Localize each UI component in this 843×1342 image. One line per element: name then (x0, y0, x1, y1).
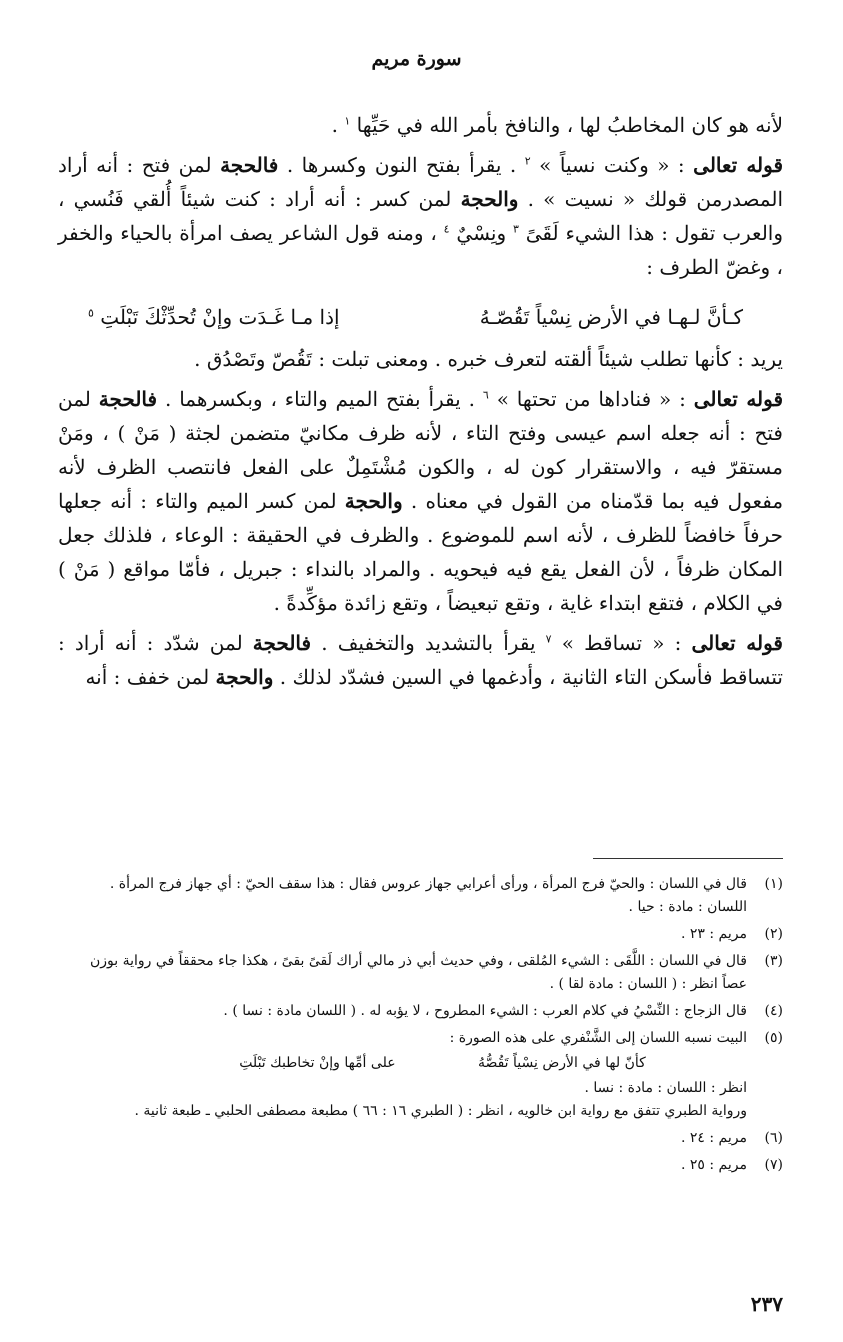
keyword-qawluhu: قوله تعالى (693, 153, 784, 177)
footnote-line: قال في اللسان : والحيّ فرج المرأة ، ورأى أعرابي جهاز عروس فقال : هذا سقف الحيّ : أي جهاز فرج المرأة . (109, 876, 747, 892)
paragraph-1-end: . (331, 113, 339, 137)
text-segment: ، ومنه قول الشاعر يصف امرأة بالحياء والخفر ، وغضّ الطرف : (58, 221, 783, 279)
paragraph-5 (58, 626, 783, 694)
footnote-line: مريم : ٢٤ . (680, 1130, 747, 1146)
text-segment: لمن كسر الميم والتاء : أنه جعلها حرفاً خافضاً للظرف ، لأنه اسم للموضوع . والظرف في الحقيقة : الوعاء ، فلذلك جعل المكان ظرفاً ، لأن الفعل يقع فيه فيحويه . والمراد بالنداء : جبريل ، فأمّا مواقع ( مَنْ ) في الكلام ، فتقع ابتداء غاية ، وتقع تبعيضاً ، وتقع زائدة مؤكِّدةً . (58, 489, 783, 615)
footnote-number: (٢) (764, 926, 783, 942)
footnote-line: اللسان : مادة : حيا . (628, 899, 747, 915)
footnote-5 (58, 1027, 783, 1123)
quran-quote: : « وكنت نسياً » (539, 153, 685, 177)
paragraph-4 (58, 382, 783, 620)
footnote-7 (58, 1154, 783, 1177)
footnote-number: (٦) (764, 1130, 783, 1146)
paragraph-2 (58, 148, 783, 284)
footnote-body (58, 1127, 747, 1150)
footnote-ref: ١ (344, 114, 351, 128)
page-header: سورة مريم (371, 48, 462, 70)
keyword-wal-hujja: والحجة (344, 489, 403, 513)
keyword-qawluhu: قوله تعالى (693, 387, 784, 411)
text-segment: يقرأ بالتشديد والتخفيف . (321, 631, 536, 655)
paragraph-1 (58, 108, 783, 142)
keyword-qawluhu: قوله تعالى (691, 631, 783, 655)
footnote-body (58, 873, 747, 919)
text-segment: . يقرأ بفتح النون وكسرها . (286, 153, 517, 177)
keyword-wal-hujja: والحجة (215, 665, 274, 689)
footnote-6 (58, 1127, 783, 1150)
footnote-4 (58, 1000, 783, 1023)
text-segment: لمن خفف : أنه (85, 665, 210, 689)
verse-first-hemistich: كأنّ لها في الأرض نِسْياً تَقُصُّهُ (477, 1055, 646, 1071)
text-segment: لمن شدّد : أنه أراد : تتساقط فأسكن التاء الثانية ، وأدغمها في السين فشدّد لذلك . (58, 631, 783, 689)
text-segment: لمن فتح : أنه جعله اسم عيسى وفتح التاء ، لأنه ظرف مكانيّ متضمن لجثة ( مَنْ ) ، ومَنْ مستقرّ فيه ، والاستقرار كون له ، والكون مُشْتَمِلٌ على الفعل فانتصب الظرف لأنه مفعول فيه بما قدّمناه من القول في معناه . (58, 387, 784, 513)
page-number: ٢٣٧ (750, 1292, 783, 1316)
footnote-ref: ٣ (513, 222, 519, 236)
footnote-number: (٤) (764, 1003, 783, 1019)
footnote-line: مريم : ٢٣ . (680, 926, 747, 942)
footnote-ref: ٦ (482, 388, 489, 402)
footnote-number: (٧) (764, 1157, 783, 1173)
footnote-ref: ٢ (524, 154, 531, 168)
main-text (58, 108, 783, 694)
verse-second-hemistich-wrap (88, 300, 340, 334)
footnote-number: (٥) (764, 1030, 783, 1046)
footnote-line: قال في اللسان : اللَّقَى : الشيء المُلقى ، وفي حديث أبي ذر مالي أراك لَقىً بقىً ، هكذا جاء محققاً في رواية بوزن (89, 953, 747, 969)
footnote-body (58, 1027, 747, 1123)
footnote-number: (٣) (764, 953, 783, 969)
footnote-body (58, 923, 747, 946)
footnote-3 (58, 950, 783, 996)
keyword-fal-hujja: فالحجة (220, 153, 279, 177)
quran-quote: : « فناداها من تحتها » (496, 387, 686, 411)
footnote-line: مريم : ٢٥ . (680, 1157, 747, 1173)
footnote-1 (58, 873, 783, 919)
footnote-line: قال الزجاج : النِّسْيُ في كلام العرب : الشيء المطروح ، لا يؤبه له . ( اللسان مادة : نسا ) . (223, 1003, 747, 1019)
keyword-fal-hujja: فالحجة (252, 631, 312, 655)
footnote-body (58, 1000, 747, 1023)
footnote-body (58, 950, 747, 996)
verse-first-hemistich: كـأنَّ لـهـا في الأرض نِسْياً تَقُصّـهُ (479, 305, 743, 329)
footnote-ref: ٥ (88, 306, 94, 320)
footnote-line: عصاً انظر : ( اللسان : مادة لقا ) . (549, 976, 747, 992)
keyword-wal-hujja: والحجة (460, 187, 519, 211)
keyword-fal-hujja: فالحجة (98, 387, 158, 411)
text-segment: . يقرأ بفتح الميم والتاء ، وبكسرهما . (164, 387, 475, 411)
paragraph-1-text: لأنه هو كان المخاطبُ لها ، والنافخ بأمر الله في حَيِّها (356, 113, 783, 137)
footnote-ref: ٧ (545, 632, 552, 646)
footnote-verse (58, 1050, 747, 1077)
footnote-number: (١) (764, 876, 783, 892)
poetry-verse (58, 290, 783, 342)
quran-quote: : « تساقط » (561, 631, 682, 655)
verse-second-hemistich: إذا مـا غَـدَت وإنْ تُحدِّثْكَ تَبْلَتِ (100, 305, 340, 329)
footnotes-section (58, 858, 783, 1181)
paragraph-3: يريد : كأنها تطلب شيئاً ألقته لتعرف خبره . ومعنى تبلت : تَقُصّ وتَصْدُق . (194, 347, 783, 371)
footnote-divider (593, 858, 783, 859)
footnote-line: انظر : اللسان : مادة : نسا . (584, 1080, 747, 1096)
footnote-2 (58, 923, 783, 946)
footnote-body (58, 1154, 747, 1177)
text-segment: لمن كسر : أنه أراد : كنت شيئاً أُلقي فَنُسي ، والعرب تقول : هذا الشيء لَقَىً (58, 187, 784, 245)
text-segment: ونِسْيٌ (456, 221, 507, 245)
footnote-line: البيت نسبه اللسان إلى الشَّنْفري على هذه الصورة : (449, 1030, 747, 1046)
text-segment: لمن فتح : أنه أراد المصدرمن قولك « نسيت » . (58, 153, 784, 211)
footnote-line: ورواية الطبري تتفق مع رواية ابن خالويه ، انظر : ( الطبري ١٦ : ٦٦ ) مطبعة مصطفى الحلبي ـ طبعة ثانية . (134, 1103, 747, 1119)
footnote-ref: ٤ (443, 222, 450, 236)
verse-second-hemistich: على أمِّها وإنْ تخاطبك تَبْلَتِ (239, 1055, 396, 1071)
